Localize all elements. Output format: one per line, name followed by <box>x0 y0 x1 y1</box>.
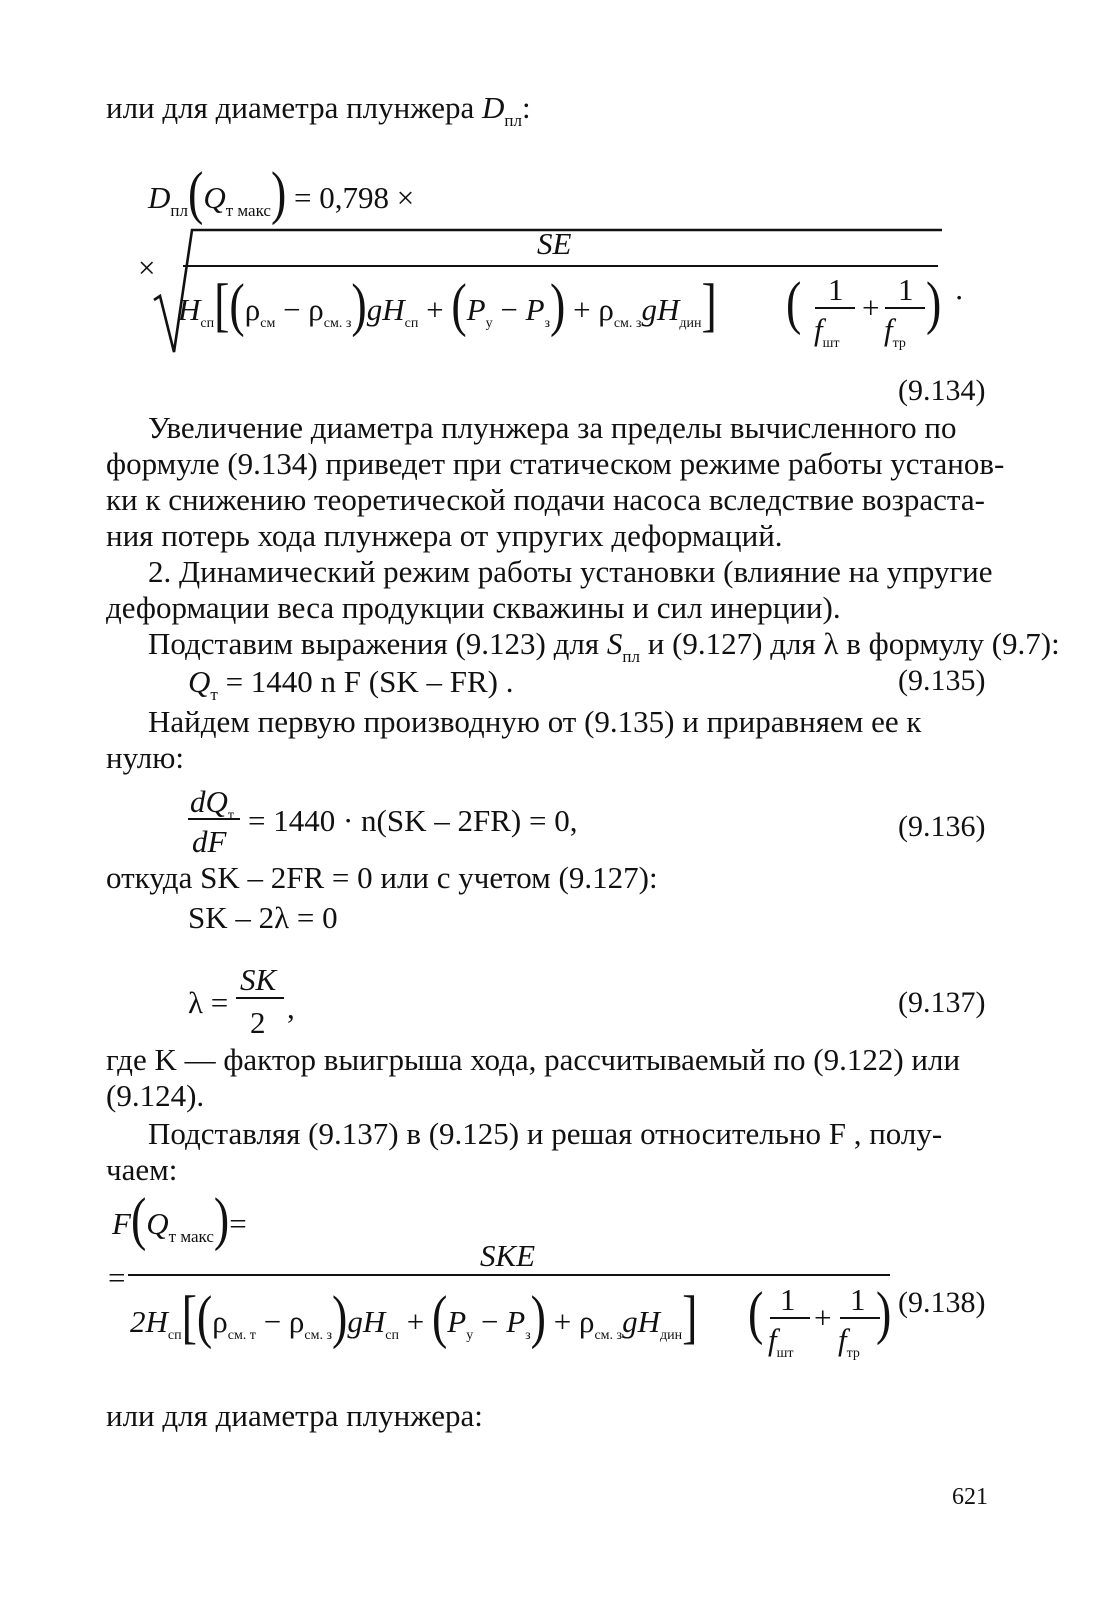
eq135: $Q_т = 1440$ n F (SK – FR) . <box>188 664 514 704</box>
eq134-plus: + <box>862 290 880 325</box>
eq136-denominator: dF <box>192 824 227 859</box>
eq134-lhs: $D_{пл}(Q_{т макс}) = 0,798$ × <box>148 159 415 226</box>
intro-line <box>106 90 531 130</box>
eq138-plus: + <box>814 1300 832 1335</box>
para5-line2: нулю: <box>106 740 184 775</box>
eq134-small-bar-a <box>815 307 855 309</box>
eq137-numerator: SK <box>240 962 277 997</box>
page-number: 621 <box>952 1484 988 1510</box>
eq-sk: SK – 2λ = 0 <box>188 900 338 935</box>
para2-line2: формуле (9.134) приведет при статическом режиме работы установ- <box>106 446 1005 481</box>
eq138-lhs: $F(Q_{т макс})=$ <box>112 1185 247 1252</box>
para5-line1: Найдем первую производную от (9.135) и приравняем ее к <box>148 704 922 739</box>
para2-line3: ки к снижению теоретической подачи насоса вследствие возраста- <box>106 482 985 517</box>
eq138-one-a: 1 <box>780 1282 796 1317</box>
eq134-rparen: ) <box>926 269 942 336</box>
eq138-eq: = <box>108 1260 126 1295</box>
eq134-f-a: $f_{шт}$ <box>814 312 840 351</box>
para6: откуда SK – 2FR = 0 или с учетом (9.127): <box>106 860 658 895</box>
eq134-number: (9.134) <box>898 374 986 407</box>
eq137-denominator: 2 <box>250 1005 266 1040</box>
eq138-denominator: $2H_{сп}[(\rho_{см. т} - \rho_{см. з})gH_{сп} + (P_у - P_з) + \rho_{см. з}gH_{дин}]$ <box>130 1283 698 1350</box>
eq134-rhs: = 0,798 × <box>294 180 415 215</box>
eq136-number: (9.136) <box>898 810 986 843</box>
eq136-numerator: $dQ_т$ <box>190 784 235 823</box>
intro-var: D <box>482 90 505 125</box>
eq134-Q-sub: т макс <box>225 201 271 220</box>
eq134-Q: Q <box>203 180 226 215</box>
eq134-dot: · <box>954 280 965 315</box>
para7-line2: (9.124). <box>106 1078 205 1113</box>
eq138-fraction-bar <box>128 1274 890 1276</box>
intro-colon: : <box>522 90 531 125</box>
eq134-fraction-bar <box>183 265 938 267</box>
para8-line1: Подставляя (9.137) в (9.125) и решая относительно F , полу- <box>148 1116 943 1151</box>
para4-line: Подставим выражения (9.123) для $S_{пл}$ и (9.127) для λ в формулу (9.7): <box>148 626 1060 666</box>
eq134-D: D <box>148 180 171 215</box>
para9: или для диаметра плунжера: <box>106 1398 483 1433</box>
eq134-small-bar-b <box>885 307 925 309</box>
para3-line1: 2. Динамический режим работы установки (влияние на упругие <box>148 554 993 589</box>
eq137-comma: , <box>287 990 295 1025</box>
para2-line4: ния потерь хода плунжера от упругих деформаций. <box>106 518 783 553</box>
para3-line2: деформации веса продукции скважины и сил инерции). <box>106 590 841 625</box>
eq138-small-bar-a <box>770 1317 810 1319</box>
eq138-small-bar-b <box>840 1317 880 1319</box>
para8-line2: чаем: <box>106 1152 178 1187</box>
eq137-number: (9.137) <box>898 986 986 1019</box>
eq138-lparen: ( <box>748 1279 764 1346</box>
para2-line1: Увеличение диаметра плунжера за пределы вычисленного по <box>148 410 957 445</box>
eq138-f-a: $f_{шт}$ <box>768 1322 794 1361</box>
eq136-rhs: = 1440 · n(SK – 2FR) = 0, <box>248 803 578 838</box>
para7-line1: где K — фактор выигрыша хода, рассчитываемый по (9.122) или <box>106 1042 961 1077</box>
intro-var-sub: пл <box>504 111 522 130</box>
eq134-lparen: ( <box>786 269 802 336</box>
eq136-bar <box>188 818 240 820</box>
eq138-rparen: ) <box>876 1279 892 1346</box>
eq135-number: (9.135) <box>898 664 986 697</box>
eq134-one-a: 1 <box>828 272 844 307</box>
eq134-times: × <box>138 250 156 285</box>
eq137-lhs: λ = <box>188 985 229 1020</box>
eq134-one-b: 1 <box>898 272 914 307</box>
eq138-numerator: SKE <box>480 1238 536 1273</box>
eq138-one-b: 1 <box>850 1282 866 1317</box>
eq138-f-b: $f_{тр}$ <box>838 1322 860 1361</box>
eq134-D-sub: пл <box>170 201 188 220</box>
eq134-f-b: $f_{тр}$ <box>884 312 906 351</box>
eq134-denominator: $H_{сп}[(\rho_{см} - \rho_{см. з})gH_{сп} + (P_у - P_з) + \rho_{см. з}gH_{дин}]$ <box>178 271 717 338</box>
eq138-number: (9.138) <box>898 1286 986 1319</box>
intro-text: или для диаметра плунжера <box>106 90 483 125</box>
eq134-numerator: SE <box>537 226 572 261</box>
eq137-bar <box>236 997 284 999</box>
